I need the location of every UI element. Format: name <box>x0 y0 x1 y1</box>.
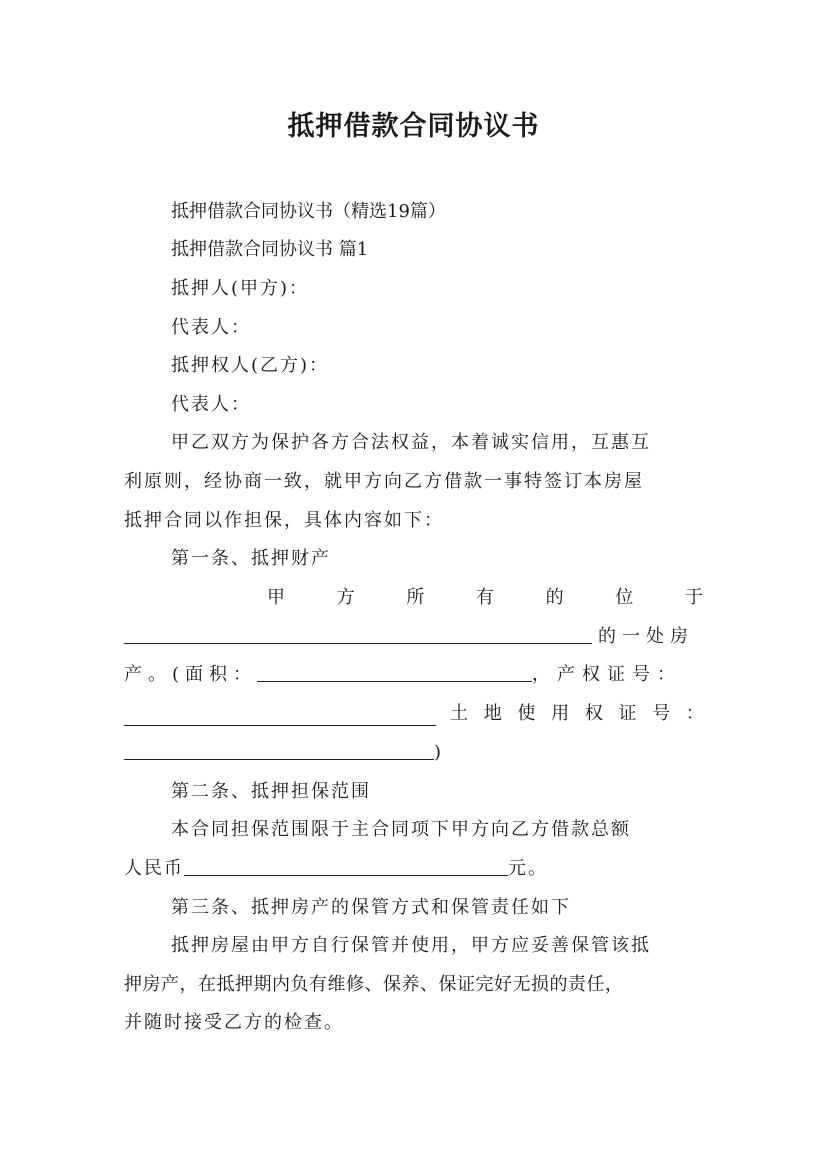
article-1-line-2 <box>124 625 704 649</box>
mortgagor-line: 抵押人(甲方)： <box>171 278 310 299</box>
representative-line-a: 代表人： <box>171 317 251 338</box>
representative-line-b: 代表人： <box>171 394 251 415</box>
text-fragment: 元。 <box>508 858 548 879</box>
spaced-char: 所 <box>406 587 425 608</box>
paragraph-line: 抵押房屋由甲方自行保管并使用，甲方应妥善保管该抵 <box>171 935 651 956</box>
spaced-char: 位 <box>615 587 634 608</box>
spaced-char: 权 <box>584 703 603 724</box>
article-1-line-1 <box>267 586 703 610</box>
paragraph-line <box>124 857 704 881</box>
spaced-char: 用 <box>551 703 570 724</box>
article-1-line-3 <box>124 663 704 687</box>
text-fragment: 的一处房 <box>598 626 694 647</box>
location-blank <box>124 625 592 644</box>
spaced-char: 方 <box>336 587 355 608</box>
spaced-char: 号 <box>652 703 671 724</box>
document-title: 抵押借款合同协议书 <box>287 111 540 142</box>
spaced-char: 使 <box>517 703 536 724</box>
spaced-char: 有 <box>475 587 494 608</box>
spaced-char: 地 <box>483 703 502 724</box>
spaced-char: ： <box>685 703 704 724</box>
spaced-char: 的 <box>545 587 564 608</box>
land-cert-label <box>436 702 704 726</box>
paragraph-line: 抵押合同以作担保，具体内容如下： <box>124 510 444 531</box>
text-fragment: ，产权证号： <box>532 664 683 685</box>
mortgagee-line: 抵押权人(乙方)： <box>171 355 330 376</box>
area-blank <box>257 663 532 682</box>
spaced-char: 甲 <box>267 587 285 608</box>
text-fragment: ) <box>434 742 442 763</box>
article-2-heading: 第二条、抵押担保范围 <box>171 781 371 802</box>
property-cert-blank <box>124 707 436 726</box>
paragraph-line: 甲乙双方为保护各方合法权益，本着诚实信用，互惠互 <box>171 432 651 453</box>
spaced-char: 土 <box>450 703 468 724</box>
article-3-heading: 第三条、抵押房产的保管方式和保管责任如下 <box>171 897 571 918</box>
paragraph-line: 押房产，在抵押期内负有维修、保养、保证完好无损的责任， <box>124 974 624 995</box>
paragraph-line: 并随时接受乙方的检查。 <box>124 1012 344 1033</box>
spaced-char: 证 <box>618 703 637 724</box>
text-fragment: 人民币 <box>124 858 184 879</box>
amount-blank <box>184 857 508 876</box>
article-1-heading: 第一条、抵押财产 <box>171 548 331 569</box>
article-1-line-4 <box>124 702 704 726</box>
land-cert-blank <box>124 741 434 760</box>
section-heading: 抵押借款合同协议书 篇1 <box>171 239 369 260</box>
article-1-line-5 <box>124 741 704 765</box>
paragraph-line: 本合同担保范围限于主合同项下甲方向乙方借款总额 <box>171 819 631 840</box>
spaced-char: 于 <box>684 587 703 608</box>
subtitle-line: 抵押借款合同协议书（精选19篇） <box>171 201 446 222</box>
text-fragment: 产。(面积： <box>124 664 258 685</box>
paragraph-line: 利原则，经协商一致，就甲方向乙方借款一事特签订本房屋 <box>124 471 644 492</box>
